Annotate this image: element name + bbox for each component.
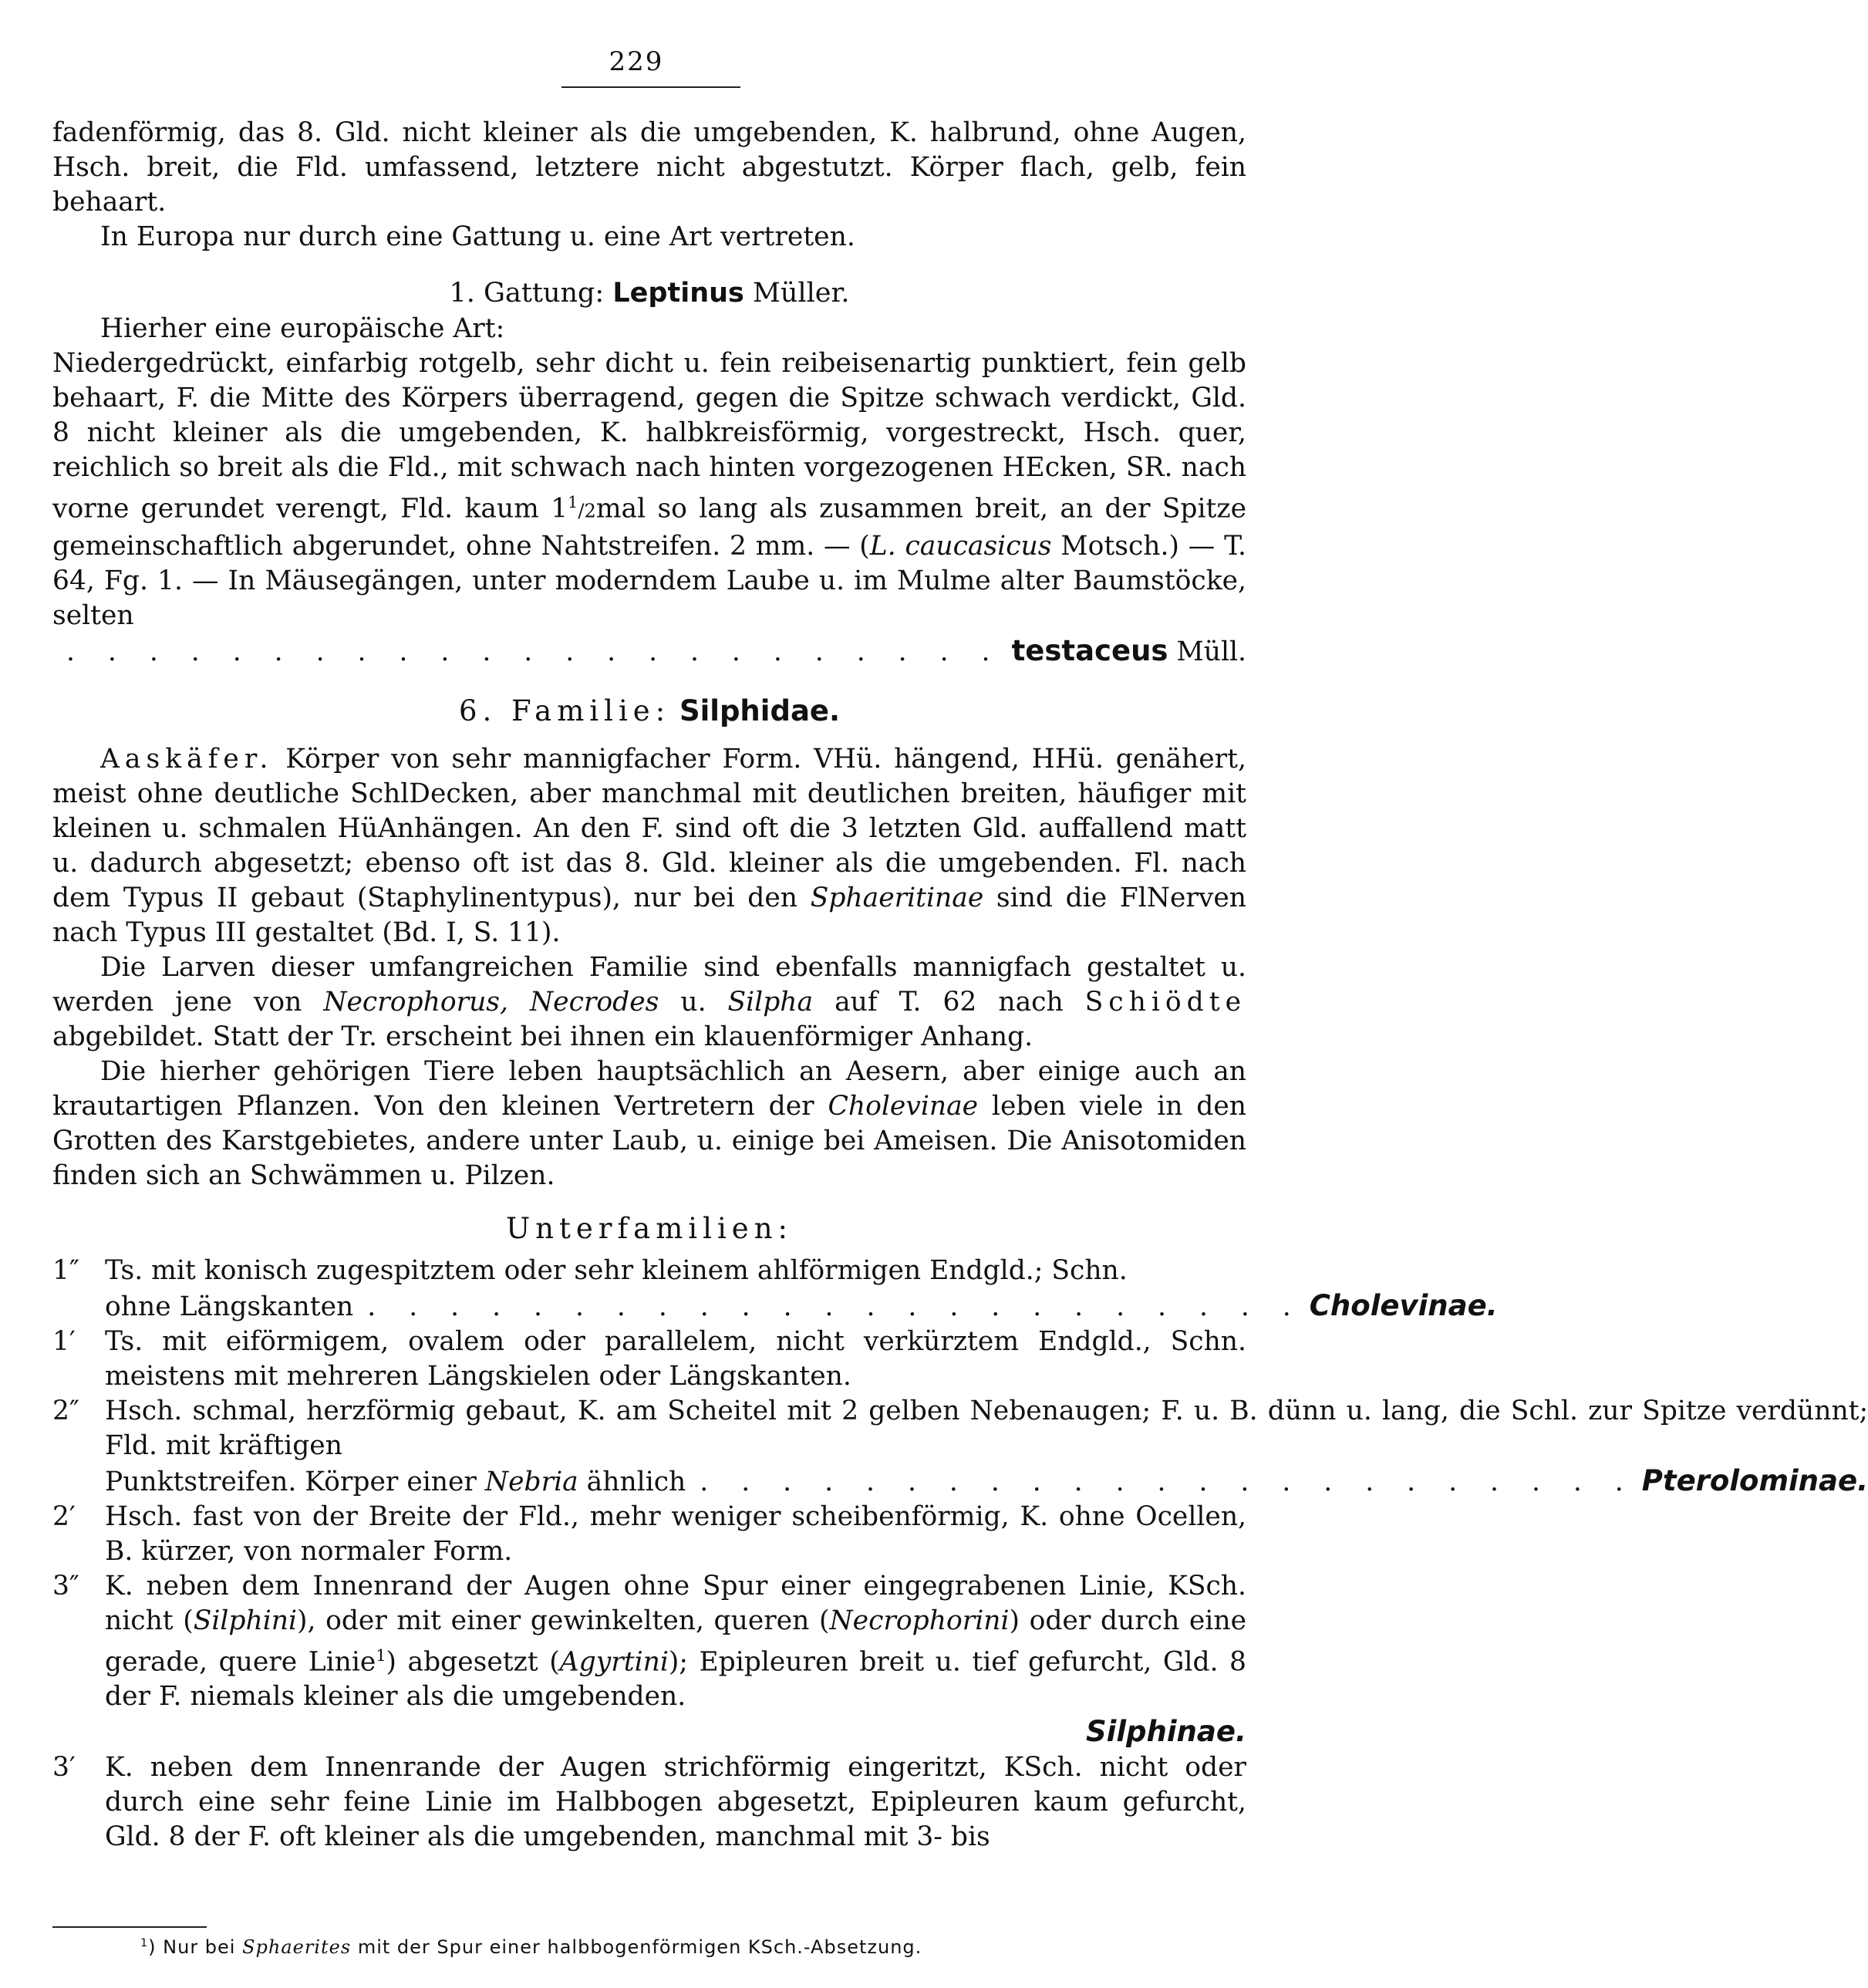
subfamily-silphinae: Silphinae. [1086,1715,1246,1748]
species-line [52,633,1246,670]
key-text: Hsch. schmal, herzförmig gebaut, K. am Scheitel mit 2 gelben Nebenaugen; F. u. B. dünn u. lang, die Schl. zur Spitze verdünnt; Fld. mit kräftigen [105,1395,1868,1461]
key-tail: Punktstreifen. Körper einer Nebria ähnlich [105,1466,686,1497]
key-text: K. neben dem Innenrand der Augen ohne Spur einer eingegrabenen Linie, KSch. nicht (Silphini), oder mit einer gewinkelten, queren (Necrophorini) oder durch eine gerade, quere Linie$^1$) abgesetzt (Agyrtini); Epipleuren breit u. tief gefurcht, Gld. 8 der F. niemals kleiner als die umgebenden. [105,1570,1246,1712]
larvae-text-2: auf T. 62 nach [813,986,1085,1018]
family-description-text: Körper von sehr mannigfacher Form. VHü. hängend, HHü. genähert, meist ohne deutliche SchlDecken, aber manchmal mit deutlichen breiten, häufiger mit kleinen u. schmalen HüAnhängen. An den F. sind oft die 3 letzten Gld. auffallend matt u. dadurch abgesetzt; ebenso oft ist das 8. Gld. kleiner als die umgebenden. Fl. nach dem Typus II gebaut (Staphylinentypus), nur bei den [52,743,1246,913]
family-description [52,742,1246,950]
intro-paragraph: fadenförmig, das 8. Gld. nicht kleiner als die umgebenden, K. halbrund, ohne Augen, Hsch. breit, die Fld. umfassend, letztere nicht abgestutzt. Körper flach, gelb, fein behaart. [52,117,1246,218]
genus-species-intro: Hierher eine europäische Art: [100,313,505,344]
key-text: Ts. mit konisch zugespitztem oder sehr kleinem ahlförmigen Endgld.; Schn. [105,1254,1128,1286]
species-name-block [1006,633,1246,670]
page-body [52,116,1868,1855]
key-couplet-2b [52,1500,1246,1569]
footnote-mark: 1 [140,1937,149,1949]
leader-dots: . . . . . . . . . . . . . . . . . . . . . . . [700,1466,1636,1497]
key-number: 3′ [52,1752,76,1783]
genus-synonym: L. caucasicus [869,530,1052,562]
key-couplet-2a [52,1394,1868,1500]
habits-paragraph [52,1055,1246,1193]
leader-dots: . . . . . . . . . . . . . . . . . . . . . . . [367,1291,1303,1322]
genus-name: Leptinus [612,278,744,309]
genus-prefix: 1. Gattung: [449,278,605,309]
fraction-denominator: /2 [578,500,596,522]
necrodes-name: Necrodes [529,986,659,1018]
key-couplet-1a [52,1254,1498,1325]
larvae-conjunction: u. [659,986,728,1018]
fraction-numerator: 1 [568,493,578,511]
key-text: Hsch. fast von der Breite der Fld., mehr weniger scheibenförmig, K. ohne Ocellen, B. kürzer, von normaler Form. [105,1500,1246,1567]
family-heading [52,693,1246,730]
agyrtini-name: Agyrtini [559,1646,669,1677]
subfamilies-heading: Unterfamilien: [506,1211,793,1245]
genus-heading [52,275,1246,312]
genus-description-part-3: Motsch.) — T. 64, Fg. 1. — In Mäusegängen, unter moderndem Laube u. im Mulme alter Baumstöcke, selten [52,530,1246,631]
species-name: testaceus [1011,633,1168,667]
species-author: Müll. [1176,636,1246,667]
schiodte-name: Schiödte [1084,986,1247,1018]
family-prefix: 6. Familie: [458,694,671,727]
nebria-name: Nebria [484,1466,578,1497]
footnote: $^1$) Nur bei Sphaerites mit der Spur einer halbbogenförmigen KSch.-Absetzung. [140,1936,922,1958]
subfamily-cholevinae: Cholevinae. [1309,1288,1498,1322]
sphaerites-name: Sphaerites [242,1936,352,1958]
silpha-name: Silpha [727,986,814,1018]
key-number: 2′ [52,1500,76,1532]
larvae-paragraph [52,950,1246,1055]
key-number: 2″ [52,1395,79,1426]
cholevinae-name: Cholevinae [828,1090,979,1122]
footnote-rule [52,1926,207,1928]
silphini-name: Silphini [193,1605,298,1636]
key-number: 1″ [52,1254,79,1286]
key-text: Ts. mit eiförmigem, ovalem oder parallelem, nicht verkürztem Endgld., Schn. meistens mit mehreren Längskielen oder Längskanten. [105,1325,1246,1392]
genus-description-part-1: Niedergedrückt, einfarbig rotgelb, sehr dicht u. fein reibeisenartig punktiert, fein gelb behaart, F. die Mitte des Körpers überragend, gegen die Spitze schwach verdickt, Gld. 8 nicht kleiner als die umgebenden, K. halbkreisförmig, vorgestreckt, Hsch. quer, reichlich so breit als die Fld., mit schwach nach hinten vorgezogenen HEcken, SR. nach vorne gerundet verengt, Fld. kaum 1 [52,348,1246,525]
leader-dots: . . . . . . . . . . . . . . . . . . . . . . . [66,636,1003,667]
key-text: K. neben dem Innenrande der Augen strichförmig eingeritzt, KSch. nicht oder durch eine sehr feine Linie im Halbbogen abgesetzt, Epipleuren kaum gefurcht, Gld. 8 der F. oft kleiner als die umgebenden, manchmal mit 3- bis [105,1752,1246,1852]
sphaeritinae-name: Sphaeritinae [810,882,984,913]
key-couplet-3b [52,1750,1246,1855]
family-name: Silphidae. [679,694,841,727]
footnote-ref: 1 [376,1645,386,1665]
genus-author: Müller. [753,278,850,309]
page-number: 229 [609,46,664,77]
habits-text-2: leben viele in den Grotten des Karstgebietes, andere unter Laub, u. einige bei Ameisen. Die Anisotomiden finden sich an Schwämmen u. Pilzen. [52,1090,1246,1191]
family-common-name: Aaskäfer. [100,743,274,775]
key-number: 1′ [52,1325,76,1357]
larvae-text-3: abgebildet. Statt der Tr. erscheint bei ihnen ein klauenförmiger Anhang. [52,1021,1033,1052]
necrophorus-name: Necrophorus, [323,986,508,1018]
key-number: 3″ [52,1570,79,1602]
genus-description [52,346,1246,633]
key-couplet-3a [52,1569,1246,1751]
key-couplet-1b [52,1325,1246,1394]
key-tail: ohne Längskanten [105,1291,354,1322]
page-number-rule [561,86,740,88]
subfamily-pterolominae: Pterolominae. [1641,1463,1868,1497]
genus-description-part-2: mal so lang als zusammen breit, an der Spitze gemeinschaftlich abgerundet, ohne Nahtstreifen. 2 mm. — ( [52,493,1246,562]
habits-text-1: Die hierher gehörigen Tiere leben hauptsächlich an Aesern, aber einige auch an krautartigen Pflanzen. Von den kleinen Vertretern der [52,1055,1246,1122]
necrophorini-name: Necrophorini [829,1605,1010,1636]
family-description-end: sind die FlNerven nach Typus III gestaltet (Bd. I, S. 11). [52,882,1246,948]
larvae-text-1: Die Larven dieser umfangreichen Familie sind ebenfalls mannigfach gestaltet u. werden jene von [52,951,1246,1018]
intro-europe-line: In Europa nur durch eine Gattung u. eine Art vertreten. [100,221,855,252]
